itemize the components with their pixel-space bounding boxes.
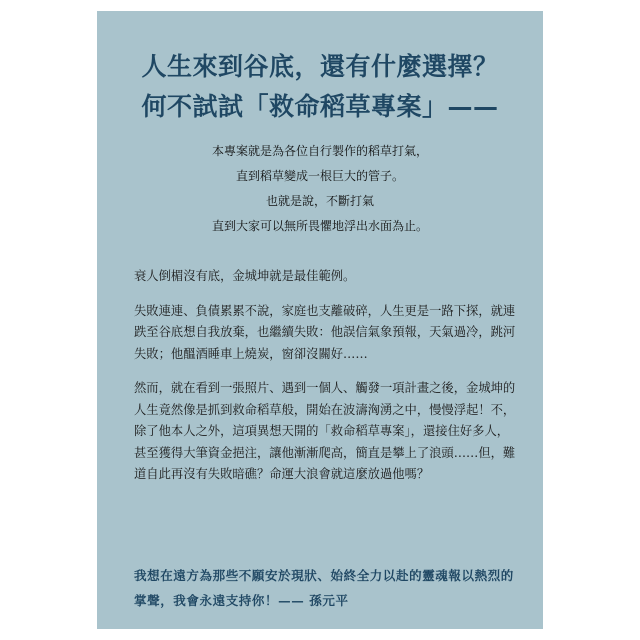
synopsis-paragraph-2: 失敗連連、負債累累不說，家庭也支離破碎，人生更是一路下探，就連跌至谷底想自我放棄，也繼續失敗：他誤信氣象預報，天氣過冷，跳河失敗；他醞酒睡車上燒炭，窗卻沒關好……: [134, 303, 516, 361]
intro-line: 直到稻草變成一根巨大的管子。: [235, 169, 404, 183]
headline: [97, 47, 543, 127]
headline-line-1: 人生來到谷底，還有什麼選擇？: [141, 52, 499, 81]
headline-line-2: 何不試試「救命稻草專案」——: [141, 92, 499, 121]
intro-line: 直到大家可以無所畏懼地浮出水面為止。: [211, 219, 428, 233]
synopsis: [134, 266, 519, 498]
synopsis-paragraph-1: 衰人倒楣沒有底，金城坤就是最佳範例。: [134, 269, 356, 283]
intro-line: 本專案就是為各位自行製作的稻草打氣，: [211, 144, 428, 158]
book-back-cover: [97, 11, 543, 629]
endorsement-quote: 我想在遠方為那些不願安於現狀、始終全力以赴的靈魂報以熱烈的掌聲，我會永遠支持你！—— 孫元平: [134, 568, 514, 608]
synopsis-paragraph-3: 然而，就在看到一張照片、遇到一個人、觸發一項計畫之後，金城坤的人生竟然像是抓到救命稻草般，開始在波濤洶湧之中，慢慢浮起！不，除了他本人之外，這項異想天開的「救命稻草專案」，還接住好多人，甚至獲得大筆資金挹注，讓他漸漸爬高，簡直是攀上了浪頭……但，難道自此再沒有失敗暗礁？命運大浪會就這麼放過他嗎？: [134, 381, 516, 481]
intro-line: 也就是說，不斷打氣: [265, 194, 374, 208]
intro-block: [97, 139, 543, 239]
